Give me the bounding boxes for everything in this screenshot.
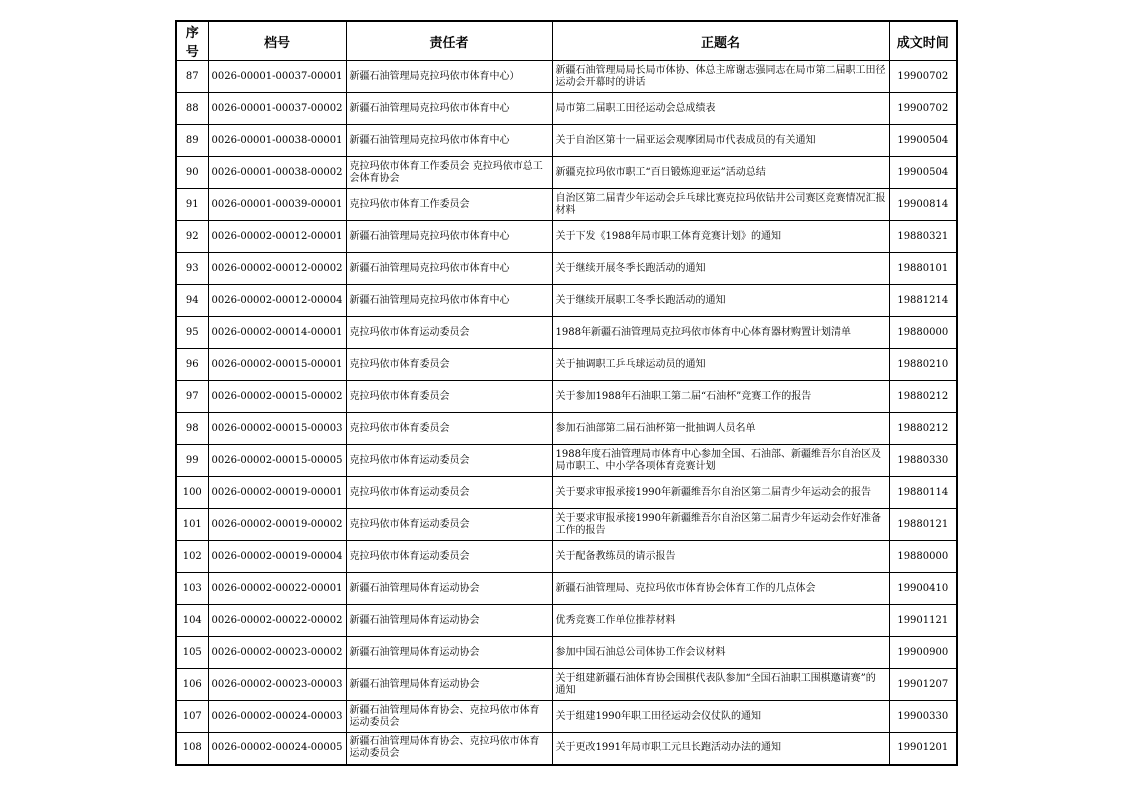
row-date: 19880330: [889, 445, 957, 477]
row-archive-code: 0026-00002-00015-00002: [208, 381, 346, 413]
row-title: 参加石油部第二届石油杯第一批抽调人员名单: [552, 413, 889, 445]
row-seq: 101: [176, 509, 208, 541]
row-seq: 88: [176, 93, 208, 125]
header-row: [176, 21, 957, 61]
row-responsible: 克拉玛依市体育委员会: [346, 381, 552, 413]
row-seq: 105: [176, 637, 208, 669]
row-responsible: 克拉玛依市体育运动委员会: [346, 541, 552, 573]
table-row: [176, 605, 957, 637]
table-row: [176, 669, 957, 701]
row-archive-code: 0026-00002-00023-00002: [208, 637, 346, 669]
row-seq: 104: [176, 605, 208, 637]
row-seq: 89: [176, 125, 208, 157]
table-row: [176, 253, 957, 285]
row-title: 关于参加1988年石油职工第二届“石油杯”竞赛工作的报告: [552, 381, 889, 413]
row-responsible: 克拉玛依市体育委员会: [346, 413, 552, 445]
row-responsible: 新疆石油管理局体育运动协会: [346, 637, 552, 669]
row-archive-code: 0026-00002-00023-00003: [208, 669, 346, 701]
row-responsible: 新疆石油管理局体育运动协会: [346, 573, 552, 605]
table-row: [176, 285, 957, 317]
row-responsible: 克拉玛依市体育委员会: [346, 349, 552, 381]
row-responsible: 新疆石油管理局克拉玛依市体育中心: [346, 285, 552, 317]
table-row: [176, 541, 957, 573]
row-responsible: 克拉玛依市体育工作委员会 克拉玛依市总工会体育协会: [346, 157, 552, 189]
row-title: 关于下发《1988年局市职工体育竞赛计划》的通知: [552, 221, 889, 253]
row-date: 19880321: [889, 221, 957, 253]
row-seq: 97: [176, 381, 208, 413]
row-title: 关于组建1990年职工田径运动会仪仗队的通知: [552, 701, 889, 733]
row-archive-code: 0026-00002-00024-00003: [208, 701, 346, 733]
header-title: 正题名: [552, 21, 889, 61]
row-responsible: 新疆石油管理局克拉玛依市体育中心: [346, 93, 552, 125]
table-row: [176, 573, 957, 605]
table-row: [176, 157, 957, 189]
row-date: 19880101: [889, 253, 957, 285]
row-title: 新疆石油管理局局长局市体协、体总主席谢志强同志在局市第二届职工田径运动会开幕时的讲话: [552, 61, 889, 93]
row-title: 自治区第二届青少年运动会乒乓球比赛克拉玛依钻井公司赛区竞赛情况汇报材料: [552, 189, 889, 221]
table-row: [176, 413, 957, 445]
row-seq: 107: [176, 701, 208, 733]
row-archive-code: 0026-00002-00019-00002: [208, 509, 346, 541]
row-responsible: 克拉玛依市体育运动委员会: [346, 477, 552, 509]
row-archive-code: 0026-00001-00038-00002: [208, 157, 346, 189]
row-responsible: 新疆石油管理局体育运动协会: [346, 605, 552, 637]
row-date: 19880114: [889, 477, 957, 509]
table-row: [176, 125, 957, 157]
row-archive-code: 0026-00002-00022-00002: [208, 605, 346, 637]
table-row: [176, 445, 957, 477]
row-seq: 87: [176, 61, 208, 93]
row-seq: 108: [176, 733, 208, 765]
row-seq: 91: [176, 189, 208, 221]
row-seq: 90: [176, 157, 208, 189]
table-row: [176, 701, 957, 733]
row-archive-code: 0026-00002-00024-00005: [208, 733, 346, 765]
row-responsible: 新疆石油管理局体育协会、克拉玛依市体育运动委员会: [346, 701, 552, 733]
table-row: [176, 317, 957, 349]
row-seq: 93: [176, 253, 208, 285]
row-title: 关于抽调职工乒乓球运动员的通知: [552, 349, 889, 381]
table-row: [176, 349, 957, 381]
row-seq: 106: [176, 669, 208, 701]
row-seq: 99: [176, 445, 208, 477]
row-archive-code: 0026-00001-00038-00001: [208, 125, 346, 157]
row-archive-code: 0026-00001-00037-00002: [208, 93, 346, 125]
table-row: [176, 93, 957, 125]
row-title: 关于组建新疆石油体育协会围棋代表队参加“全国石油职工围棋邀请赛”的通知: [552, 669, 889, 701]
row-title: 关于继续开展冬季长跑活动的通知: [552, 253, 889, 285]
row-title: 关于自治区第十一届亚运会观摩团局市代表成员的有关通知: [552, 125, 889, 157]
row-responsible: 克拉玛依市体育工作委员会: [346, 189, 552, 221]
table-row: [176, 221, 957, 253]
row-title: 局市第二届职工田径运动会总成绩表: [552, 93, 889, 125]
row-date: 19901201: [889, 733, 957, 765]
header-seq: 序号: [176, 21, 208, 61]
row-date: 19880000: [889, 317, 957, 349]
table-row: [176, 509, 957, 541]
row-date: 19880121: [889, 509, 957, 541]
header-responsible: 责任者: [346, 21, 552, 61]
table-row: [176, 189, 957, 221]
row-date: 19880212: [889, 413, 957, 445]
row-date: 19900330: [889, 701, 957, 733]
row-title: 1988年度石油管理局市体育中心参加全国、石油部、新疆维吾尔自治区及局市职工、中小学各项体育竞赛计划: [552, 445, 889, 477]
header-date: 成文时间: [889, 21, 957, 61]
row-archive-code: 0026-00002-00012-00004: [208, 285, 346, 317]
row-responsible: 新疆石油管理局克拉玛依市体育中心）: [346, 61, 552, 93]
row-responsible: 新疆石油管理局体育协会、克拉玛依市体育运动委员会: [346, 733, 552, 765]
row-responsible: 新疆石油管理局克拉玛依市体育中心: [346, 221, 552, 253]
row-archive-code: 0026-00002-00012-00001: [208, 221, 346, 253]
row-responsible: 新疆石油管理局克拉玛依市体育中心: [346, 253, 552, 285]
header-archive-code: 档号: [208, 21, 346, 61]
table-row: [176, 733, 957, 765]
row-date: 19900702: [889, 93, 957, 125]
row-date: 19880000: [889, 541, 957, 573]
row-date: 19900504: [889, 157, 957, 189]
row-responsible: 克拉玛依市体育运动委员会: [346, 509, 552, 541]
row-archive-code: 0026-00002-00019-00001: [208, 477, 346, 509]
row-title: 新疆石油管理局、克拉玛依市体育协会体育工作的几点体会: [552, 573, 889, 605]
row-date: 19881214: [889, 285, 957, 317]
row-archive-code: 0026-00002-00014-00001: [208, 317, 346, 349]
row-title: 关于继续开展职工冬季长跑活动的通知: [552, 285, 889, 317]
row-responsible: 克拉玛依市体育运动委员会: [346, 445, 552, 477]
row-title: 1988年新疆石油管理局克拉玛依市体育中心体育器材购置计划清单: [552, 317, 889, 349]
row-archive-code: 0026-00002-00015-00001: [208, 349, 346, 381]
table-row: [176, 477, 957, 509]
row-title: 关于配备教练员的请示报告: [552, 541, 889, 573]
table-row: [176, 61, 957, 93]
row-date: 19900504: [889, 125, 957, 157]
row-seq: 92: [176, 221, 208, 253]
row-date: 19900702: [889, 61, 957, 93]
row-archive-code: 0026-00001-00037-00001: [208, 61, 346, 93]
row-seq: 98: [176, 413, 208, 445]
row-title: 关于要求审报承接1990年新疆维吾尔自治区第二届青少年运动会的报告: [552, 477, 889, 509]
row-seq: 96: [176, 349, 208, 381]
row-date: 19900410: [889, 573, 957, 605]
row-date: 19900814: [889, 189, 957, 221]
row-archive-code: 0026-00002-00015-00003: [208, 413, 346, 445]
row-responsible: 克拉玛依市体育运动委员会: [346, 317, 552, 349]
row-title: 优秀竞赛工作单位推荐材料: [552, 605, 889, 637]
row-archive-code: 0026-00002-00019-00004: [208, 541, 346, 573]
row-title: 关于更改1991年局市职工元旦长跑活动办法的通知: [552, 733, 889, 765]
row-date: 19901207: [889, 669, 957, 701]
row-seq: 94: [176, 285, 208, 317]
table-body: [176, 61, 957, 765]
row-archive-code: 0026-00002-00015-00005: [208, 445, 346, 477]
row-date: 19901121: [889, 605, 957, 637]
row-archive-code: 0026-00002-00022-00001: [208, 573, 346, 605]
row-seq: 103: [176, 573, 208, 605]
table-row: [176, 381, 957, 413]
table-row: [176, 637, 957, 669]
row-date: 19880210: [889, 349, 957, 381]
row-title: 新疆克拉玛依市职工“百日锻炼迎亚运”活动总结: [552, 157, 889, 189]
row-date: 19900900: [889, 637, 957, 669]
row-archive-code: 0026-00001-00039-00001: [208, 189, 346, 221]
row-seq: 102: [176, 541, 208, 573]
row-responsible: 新疆石油管理局克拉玛依市体育中心: [346, 125, 552, 157]
row-responsible: 新疆石油管理局体育运动协会: [346, 669, 552, 701]
row-date: 19880212: [889, 381, 957, 413]
row-seq: 100: [176, 477, 208, 509]
row-title: 关于要求审报承接1990年新疆维吾尔自治区第二届青少年运动会作好准备工作的报告: [552, 509, 889, 541]
archive-table: [175, 20, 958, 766]
row-title: 参加中国石油总公司体协工作会议材料: [552, 637, 889, 669]
row-archive-code: 0026-00002-00012-00002: [208, 253, 346, 285]
row-seq: 95: [176, 317, 208, 349]
